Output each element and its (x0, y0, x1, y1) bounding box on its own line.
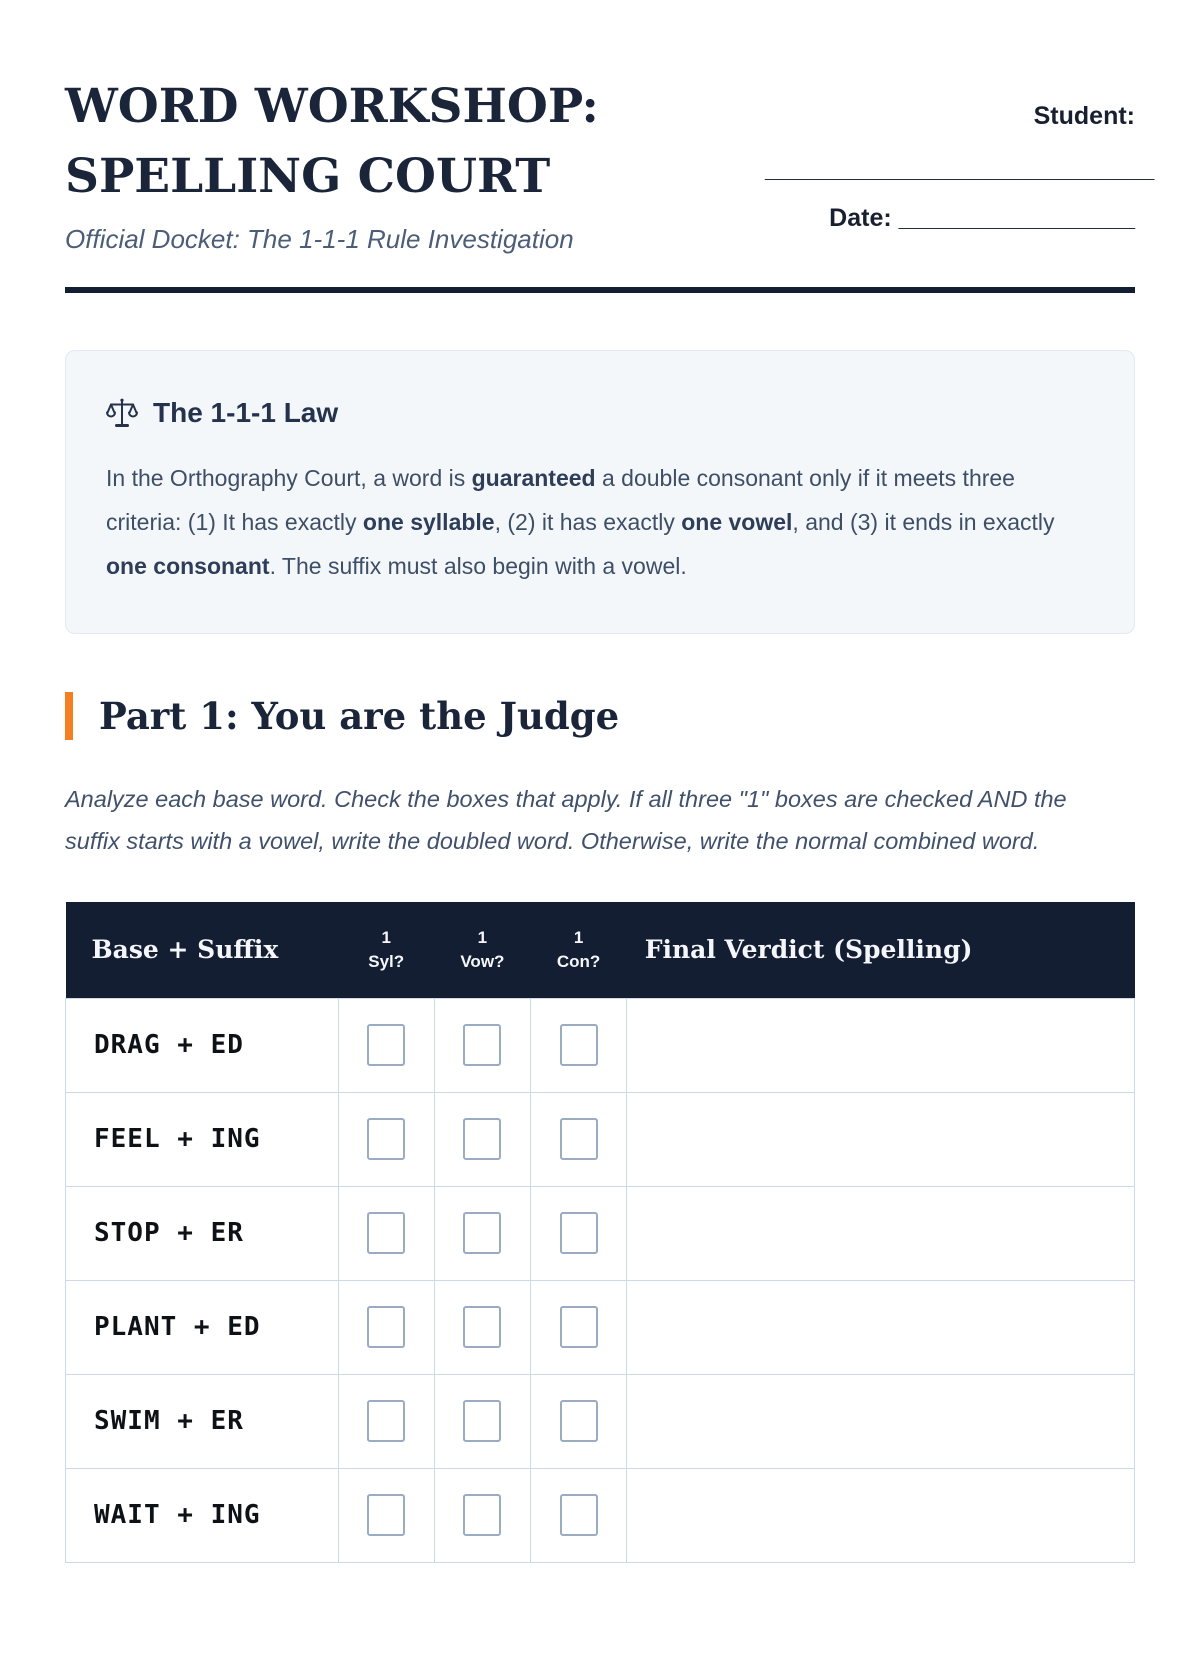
cell-syllable-check (338, 1280, 434, 1374)
vowel-checkbox[interactable] (463, 1118, 501, 1160)
cell-consonant-check (531, 1468, 627, 1562)
vowel-checkbox[interactable] (463, 1024, 501, 1066)
consonant-checkbox[interactable] (560, 1024, 598, 1066)
cell-consonant-check (531, 1280, 627, 1374)
law-title: The 1-1-1 Law (153, 397, 339, 428)
consonant-checkbox[interactable] (560, 1494, 598, 1536)
table-row (66, 1186, 1135, 1280)
base-suffix-word: STOP + ER (66, 1186, 339, 1280)
header-one-syllable-bottom: Syl? (368, 951, 405, 971)
consonant-checkbox[interactable] (560, 1212, 598, 1254)
date-label: Date: (829, 204, 892, 232)
cell-syllable-check (338, 998, 434, 1092)
header-one-consonant (531, 902, 627, 998)
table-header (66, 902, 1135, 998)
verdict-write-in[interactable] (627, 998, 1135, 1092)
consonant-checkbox[interactable] (560, 1118, 598, 1160)
cell-vowel-check (434, 1468, 530, 1562)
worksheet-page (0, 72, 1200, 1563)
base-suffix-word: PLANT + ED (66, 1280, 339, 1374)
consonant-checkbox[interactable] (560, 1400, 598, 1442)
consonant-checkbox[interactable] (560, 1306, 598, 1348)
part1-heading: Part 1: You are the Judge (65, 692, 1135, 740)
cell-consonant-check (531, 998, 627, 1092)
cell-vowel-check (434, 1280, 530, 1374)
verdict-write-in[interactable] (627, 1186, 1135, 1280)
syllable-checkbox[interactable] (367, 1494, 405, 1536)
header-one-syllable-top: 1 (381, 927, 391, 947)
law-body-text: In the Orthography Court, a word is guaranteed a double consonant only if it meets three criteria: (1) It has exactly one syllable, (2) it has exactly one vowel, and (3) it ends in exactly one consonant. The suffix must also begin with a vowel. (106, 465, 1055, 579)
syllable-checkbox[interactable] (367, 1118, 405, 1160)
cell-syllable-check (338, 1186, 434, 1280)
cell-consonant-check (531, 1186, 627, 1280)
header-one-vowel-top: 1 (477, 927, 488, 947)
page-title: WORD WORKSHOP: SPELLING COURT (65, 79, 599, 204)
cell-vowel-check (434, 998, 530, 1092)
cell-vowel-check (434, 1374, 530, 1468)
header (65, 72, 1155, 255)
syllable-checkbox[interactable] (367, 1400, 405, 1442)
vowel-checkbox[interactable] (463, 1306, 501, 1348)
table-row (66, 1280, 1135, 1374)
base-suffix-word: WAIT + ING (66, 1468, 339, 1562)
cell-syllable-check (338, 1468, 434, 1562)
base-suffix-word: FEEL + ING (66, 1092, 339, 1186)
syllable-checkbox[interactable] (367, 1024, 405, 1066)
header-one-consonant-top: 1 (573, 927, 584, 947)
header-base-suffix: Base + Suffix (66, 902, 339, 998)
header-final-verdict: Final Verdict (Spelling) (627, 902, 1135, 998)
vowel-checkbox[interactable] (463, 1494, 501, 1536)
table-row (66, 1468, 1135, 1562)
law-title-row (106, 396, 1094, 430)
cell-vowel-check (434, 1186, 530, 1280)
scales-icon (106, 396, 138, 430)
student-block (765, 72, 1155, 255)
table-row (66, 1092, 1135, 1186)
base-suffix-word: SWIM + ER (66, 1374, 339, 1468)
table-row (66, 1374, 1135, 1468)
verdict-write-in[interactable] (627, 1468, 1135, 1562)
date-write-line: _________________ (898, 204, 1135, 232)
student-label: Student: (1033, 102, 1135, 130)
syllable-checkbox[interactable] (367, 1212, 405, 1254)
page-subtitle: Official Docket: The 1-1-1 Rule Investigation (65, 224, 574, 254)
verdict-write-in[interactable] (627, 1280, 1135, 1374)
part1-instructions: Analyze each base word. Check the boxes that apply. If all three "1" boxes are checked AND the suffix starts with a vowel, write the doubled word. Otherwise, write the normal combined word. (65, 786, 1067, 854)
header-divider (65, 287, 1135, 293)
title-block (65, 72, 765, 255)
cell-syllable-check (338, 1092, 434, 1186)
verdict-write-in[interactable] (627, 1374, 1135, 1468)
header-one-vowel (434, 902, 530, 998)
vowel-checkbox[interactable] (463, 1212, 501, 1254)
cell-consonant-check (531, 1374, 627, 1468)
header-one-syllable (338, 902, 434, 998)
judgement-table (65, 902, 1135, 1563)
header-one-consonant-bottom: Con? (556, 951, 601, 971)
student-write-line: ____________________________ (765, 155, 1155, 183)
law-callout (65, 350, 1135, 634)
cell-vowel-check (434, 1092, 530, 1186)
vowel-checkbox[interactable] (463, 1400, 501, 1442)
syllable-checkbox[interactable] (367, 1306, 405, 1348)
date-row (765, 204, 1135, 233)
base-suffix-word: DRAG + ED (66, 998, 339, 1092)
header-one-vowel-bottom: Vow? (460, 951, 505, 971)
verdict-write-in[interactable] (627, 1092, 1135, 1186)
cell-consonant-check (531, 1092, 627, 1186)
table-row (66, 998, 1135, 1092)
cell-syllable-check (338, 1374, 434, 1468)
